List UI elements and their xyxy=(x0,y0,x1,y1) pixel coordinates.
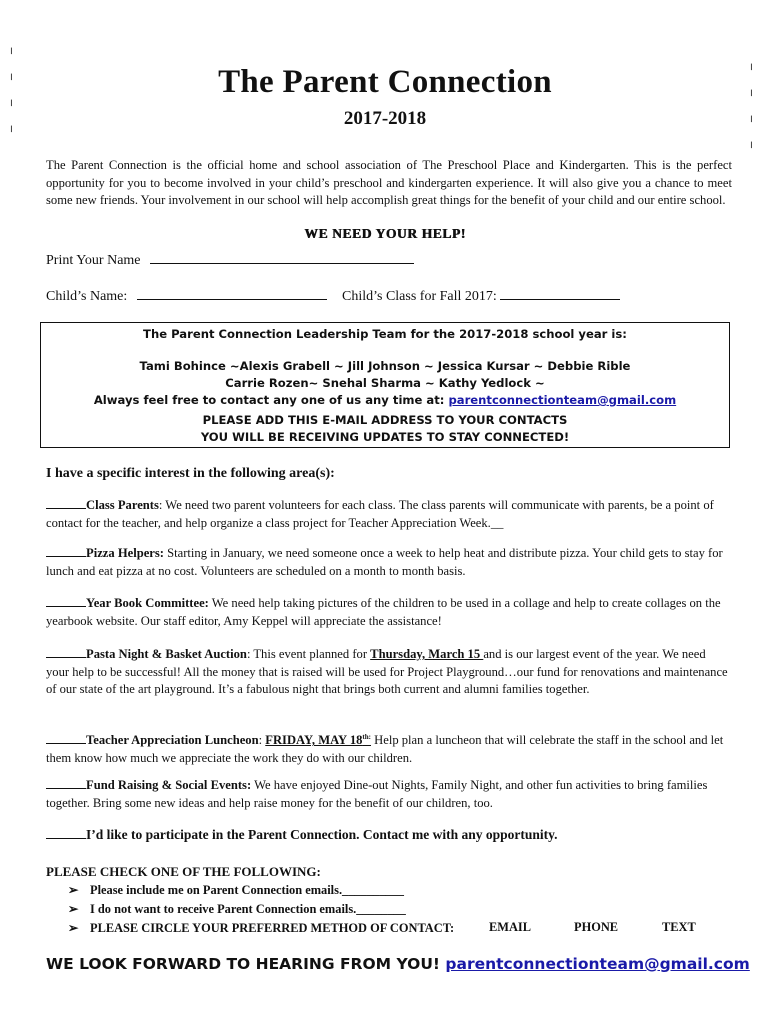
fund-label: Fund Raising & Social Events: xyxy=(86,778,252,792)
child-name-label: Child’s Name: xyxy=(46,289,128,304)
option-no-emails-text: I do not want to receive Parent Connection emails.________ xyxy=(90,902,406,916)
area-pizza-helpers xyxy=(46,545,728,580)
child-name-line[interactable] xyxy=(137,287,327,300)
fund-text: We have enjoyed Dine-out Nights, Family Night, and other fun activities to bring families together. Bring some new ideas and help raise money for the benefit of our children, too. xyxy=(46,778,708,810)
yearbook-label: Year Book Committee: xyxy=(86,596,209,610)
school-year: 2017-2018 xyxy=(343,108,427,129)
pasta-text-a: : This event planned for xyxy=(246,647,371,661)
luncheon-text: Help plan a luncheon that will celebrate the staff in the school and let them know how much we appreciate the work they do with our children. xyxy=(46,733,724,765)
method-email[interactable]: EMAIL xyxy=(489,920,531,934)
area-yearbook xyxy=(46,595,728,630)
arrow-bullet-icon: ➢ xyxy=(68,921,79,935)
luncheon-label: Teacher Appreciation Luncheon xyxy=(86,733,259,748)
arrow-bullet-icon: ➢ xyxy=(68,902,79,916)
option-include-text: Please include me on Parent Connection emails.__________ xyxy=(90,883,404,897)
child-name-field[interactable] xyxy=(46,287,327,305)
class-parents-blank[interactable] xyxy=(46,497,86,509)
option-contact-method xyxy=(68,920,454,936)
yearbook-blank[interactable] xyxy=(46,595,86,607)
pizza-blank[interactable] xyxy=(46,545,86,557)
leadership-names-1: Tami Bohince ~Alexis Grabell ~ Jill Johnson ~ Jessica Kursar ~ Debbie Rible xyxy=(139,359,631,373)
pizza-label: Pizza Helpers: xyxy=(86,546,164,560)
area-fund-raising xyxy=(46,777,728,812)
class-parents-text: : We need two parent volunteers for each class. The class parents will communicate with parents, be a point of contact for the teacher, and help organize a class project for Teacher Appreciation Week.__ xyxy=(46,498,714,530)
leadership-box xyxy=(40,322,730,448)
area-luncheon xyxy=(46,729,728,767)
contact-line xyxy=(41,393,729,407)
pasta-text-b: and is our largest event of the year. We need your help to be successful! All the money that is raised will be used for Project Playground…our fund for renovations and maintenance of our state of the art playground. It’s a fabulous night that brings both current and alumni families together. xyxy=(46,647,728,696)
footer-line xyxy=(46,955,750,973)
updates-notice: YOU WILL BE RECEIVING UPDATES TO STAY CONNECTED! xyxy=(200,430,570,444)
area-pasta-night xyxy=(46,646,728,699)
print-name-line[interactable] xyxy=(150,251,414,264)
leadership-heading: The Parent Connection Leadership Team for the 2017-2018 school year is: xyxy=(143,327,627,341)
scan-mark-left: ╵ ╵ ╵ ╵ xyxy=(8,49,15,139)
luncheon-colon: : xyxy=(258,733,266,748)
contacts-notice: PLEASE ADD THIS E-MAIL ADDRESS TO YOUR CONTACTS xyxy=(202,413,568,427)
child-class-label: Child’s Class for Fall 2017: xyxy=(342,289,497,304)
participate-line xyxy=(46,826,558,843)
print-name-label: Print Your Name xyxy=(46,253,141,268)
luncheon-date-text: FRIDAY, MAY 18 xyxy=(265,733,363,748)
fund-blank[interactable] xyxy=(46,777,86,789)
method-phone[interactable]: PHONE xyxy=(574,920,619,934)
interest-heading: I have a specific interest in the following area(s): xyxy=(46,466,335,481)
footer-text: WE LOOK FORWARD TO HEARING FROM YOU! xyxy=(46,955,440,973)
leadership-names-2: Carrie Rozen~ Snehal Sharma ~ Kathy Yedlock ~ xyxy=(225,376,545,390)
need-help-heading: WE NEED YOUR HELP! xyxy=(304,226,466,241)
participate-blank[interactable] xyxy=(46,826,86,839)
yearbook-text: We need help taking pictures of the children to be used in a collage and help to create collages on the yearbook website. Our staff editor, Amy Keppel will appreciate the assistance! xyxy=(46,596,721,628)
option-no-emails[interactable] xyxy=(68,901,406,917)
class-parents-label: Class Parents xyxy=(86,498,159,512)
option-include-emails[interactable] xyxy=(68,882,404,898)
method-text[interactable]: TEXT xyxy=(662,920,696,934)
footer-email-link[interactable]: parentconnectionteam@gmail.com xyxy=(445,955,750,973)
child-class-line[interactable] xyxy=(500,287,620,300)
scan-mark-right: ╵ ╵ ╵ ╵ xyxy=(748,65,755,155)
leadership-email-link[interactable]: parentconnectionteam@gmail.com xyxy=(448,393,677,407)
print-name-field[interactable] xyxy=(46,251,414,269)
pizza-text: Starting in January, we need someone once a week to help heat and distribute pizza. Your child gets to stay for lunch and eat pizza at no cost. Volunteers are scheduled on a month to month basis. xyxy=(46,546,723,578)
intro-paragraph: The Parent Connection is the official home and school association of The Preschool Place and Kindergarten. This is the perfect opportunity for you to become involved in your child’s preschool and kindergarten experience. It will also give you a chance to meet some new friends. Your involvement in our school will help accomplish great things for the benefit of your child and our entire school. xyxy=(46,158,732,207)
child-class-field[interactable] xyxy=(342,287,620,305)
participate-text: I’d like to participate in the Parent Connection. Contact me with any opportunity. xyxy=(86,827,558,842)
pasta-blank[interactable] xyxy=(46,646,86,658)
luncheon-blank[interactable] xyxy=(46,732,86,744)
document-title: The Parent Connection xyxy=(218,64,552,100)
check-heading: PLEASE CHECK ONE OF THE FOLLOWING: xyxy=(46,864,321,879)
luncheon-date-sup: th: xyxy=(362,733,371,741)
pasta-label: Pasta Night & Basket Auction xyxy=(86,647,247,661)
option-contact-text: PLEASE CIRCLE YOUR PREFERRED METHOD OF CONTACT: xyxy=(90,921,455,935)
pasta-date: Thursday, March 15 xyxy=(370,647,484,661)
area-class-parents xyxy=(46,497,728,532)
luncheon-date xyxy=(265,733,371,747)
contact-text: Always feel free to contact any one of us any time at: xyxy=(93,393,445,407)
arrow-bullet-icon: ➢ xyxy=(68,883,79,897)
